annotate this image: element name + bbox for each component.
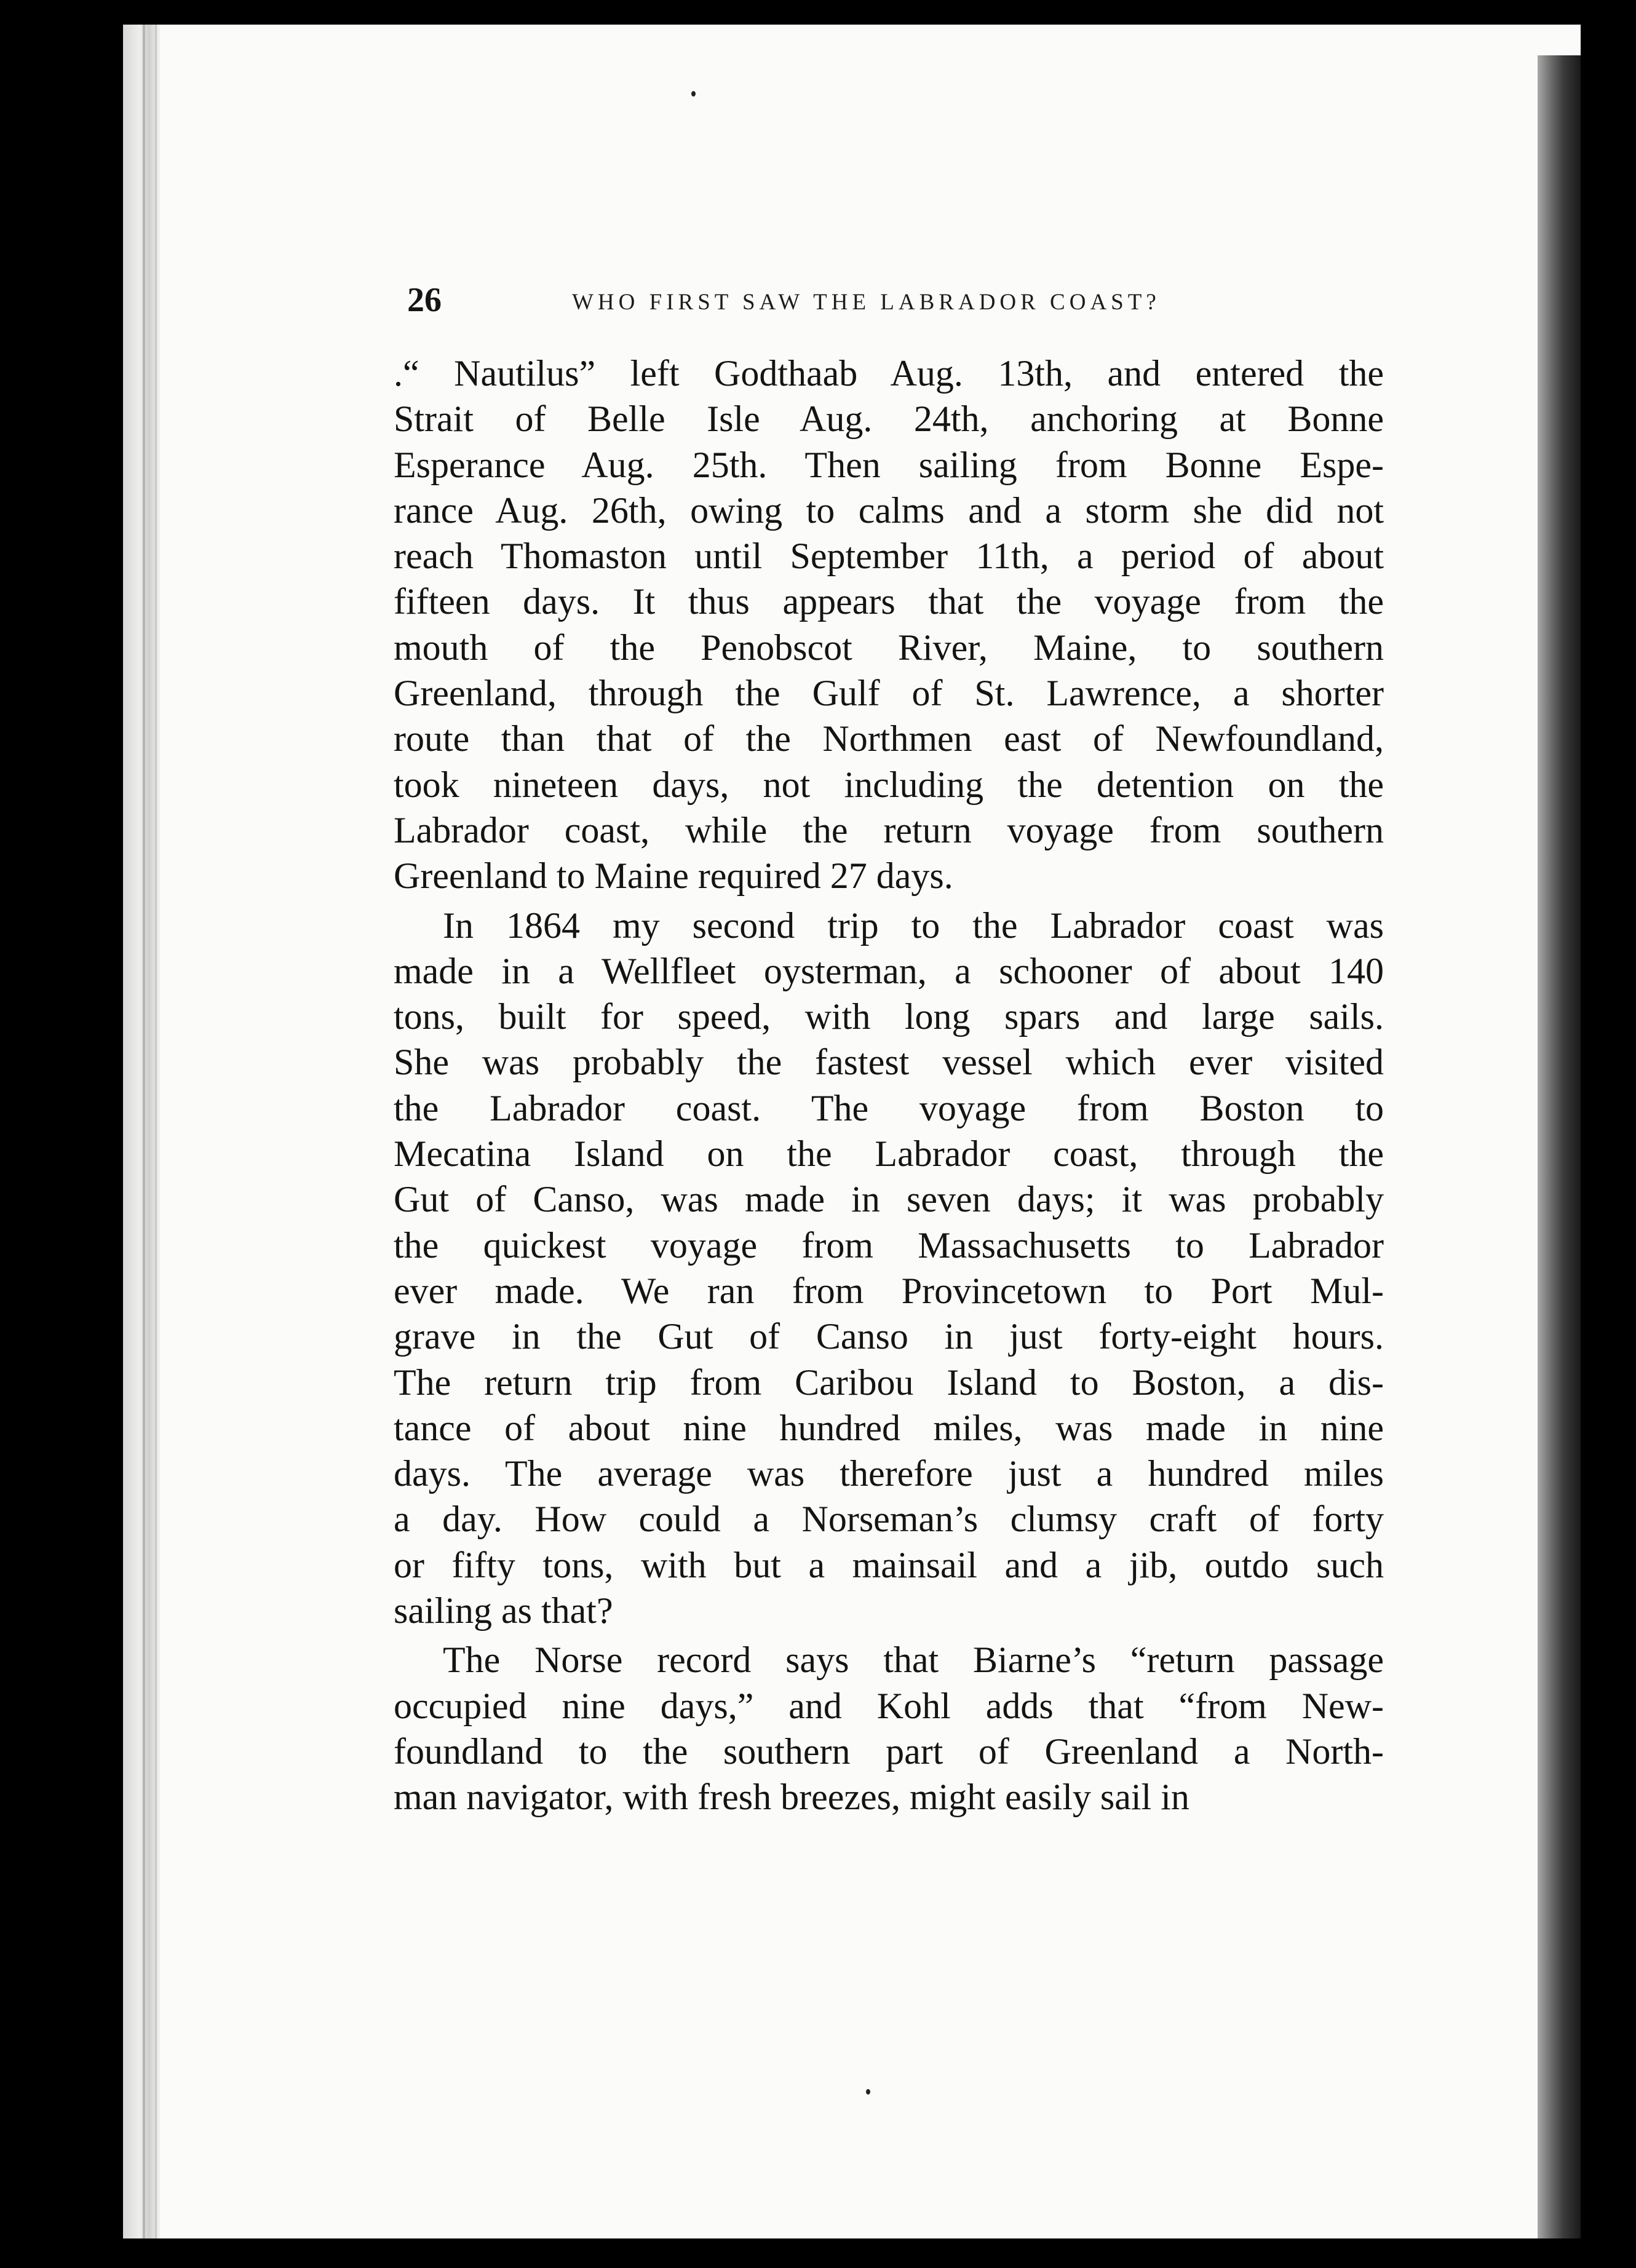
running-head: WHO FIRST SAW THE LABRADOR COAST? [572,290,1161,315]
paragraph [394,351,1384,899]
speck-mark [691,91,696,97]
text-line: .“ Nautilus” left Godthaab Aug. 13th, and entered the [394,353,1384,394]
text-line: Gut of Canso, was made in seven days; it was probably [394,1179,1384,1220]
text-line: grave in the Gut of Canso in just forty-eight hours. [394,1316,1384,1357]
page-gutter-edge [123,25,160,2238]
text-line: Strait of Belle Isle Aug. 24th, anchoring at Bonne [394,398,1384,440]
gutter-line [155,25,157,2238]
text-line: The return trip from Caribou Island to Boston, a dis- [394,1362,1384,1403]
text-line: tons, built for speed, with long spars and large sails. [394,996,1384,1037]
text-line: foundland to the southern part of Greenland a North- [394,1731,1384,1772]
text-line: Greenland to Maine required 27 days. [394,855,953,897]
speck-mark [866,2089,870,2095]
text-line: rance Aug. 26th, owing to calms and a storm she did not [394,490,1384,531]
text-line: ever made. We ran from Provincetown to Port Mul- [394,1270,1384,1311]
text-line: occupied nine days,” and Kohl adds that “from New- [394,1685,1384,1726]
text-line: made in a Wellfleet oysterman, a schooner of about 140 [394,950,1384,991]
text-line: fifteen days. It thus appears that the voyage from the [394,581,1384,622]
text-line: or fifty tons, with but a mainsail and a jib, outdo such [394,1544,1384,1585]
page-right-shadow [1538,55,1581,2238]
text-line: days. The average was therefore just a hundred miles [394,1453,1384,1494]
text-line: man navigator, with fresh breezes, might easily sail in [394,1777,1189,1818]
paragraph [394,1637,1384,1820]
gutter-line [143,25,145,2238]
text-line: a day. How could a Norseman’s clumsy craft of forty [394,1499,1384,1540]
text-line: the Labrador coast. The voyage from Boston to [394,1087,1384,1128]
text-line: She was probably the fastest vessel which ever visited [394,1042,1384,1083]
text-line: route than that of the Northmen east of Newfoundland, [394,718,1384,759]
text-line: mouth of the Penobscot River, Maine, to southern [394,627,1384,668]
page-number: 26 [407,281,442,319]
body-text [394,351,1384,1820]
text-line: the quickest voyage from Massachusetts to Labrador [394,1224,1384,1266]
text-line: Labrador coast, while the return voyage from southern [394,809,1384,850]
text-line: The Norse record says that Biarne’s “return passage [443,1640,1384,1681]
text-line: Mecatina Island on the Labrador coast, through the [394,1133,1384,1175]
text-line: In 1864 my second trip to the Labrador coast was [443,905,1384,946]
paragraph [394,903,1384,1634]
text-line: Greenland, through the Gulf of St. Lawrence, a shorter [394,673,1384,714]
text-line: sailing as that? [394,1590,613,1632]
text-line: Esperance Aug. 25th. Then sailing from Bonne Espe- [394,444,1384,485]
text-line: reach Thomaston until September 11th, a period of about [394,536,1384,577]
text-line: took nineteen days, not including the detention on the [394,764,1384,805]
text-line: tance of about nine hundred miles, was made in nine [394,1407,1384,1448]
